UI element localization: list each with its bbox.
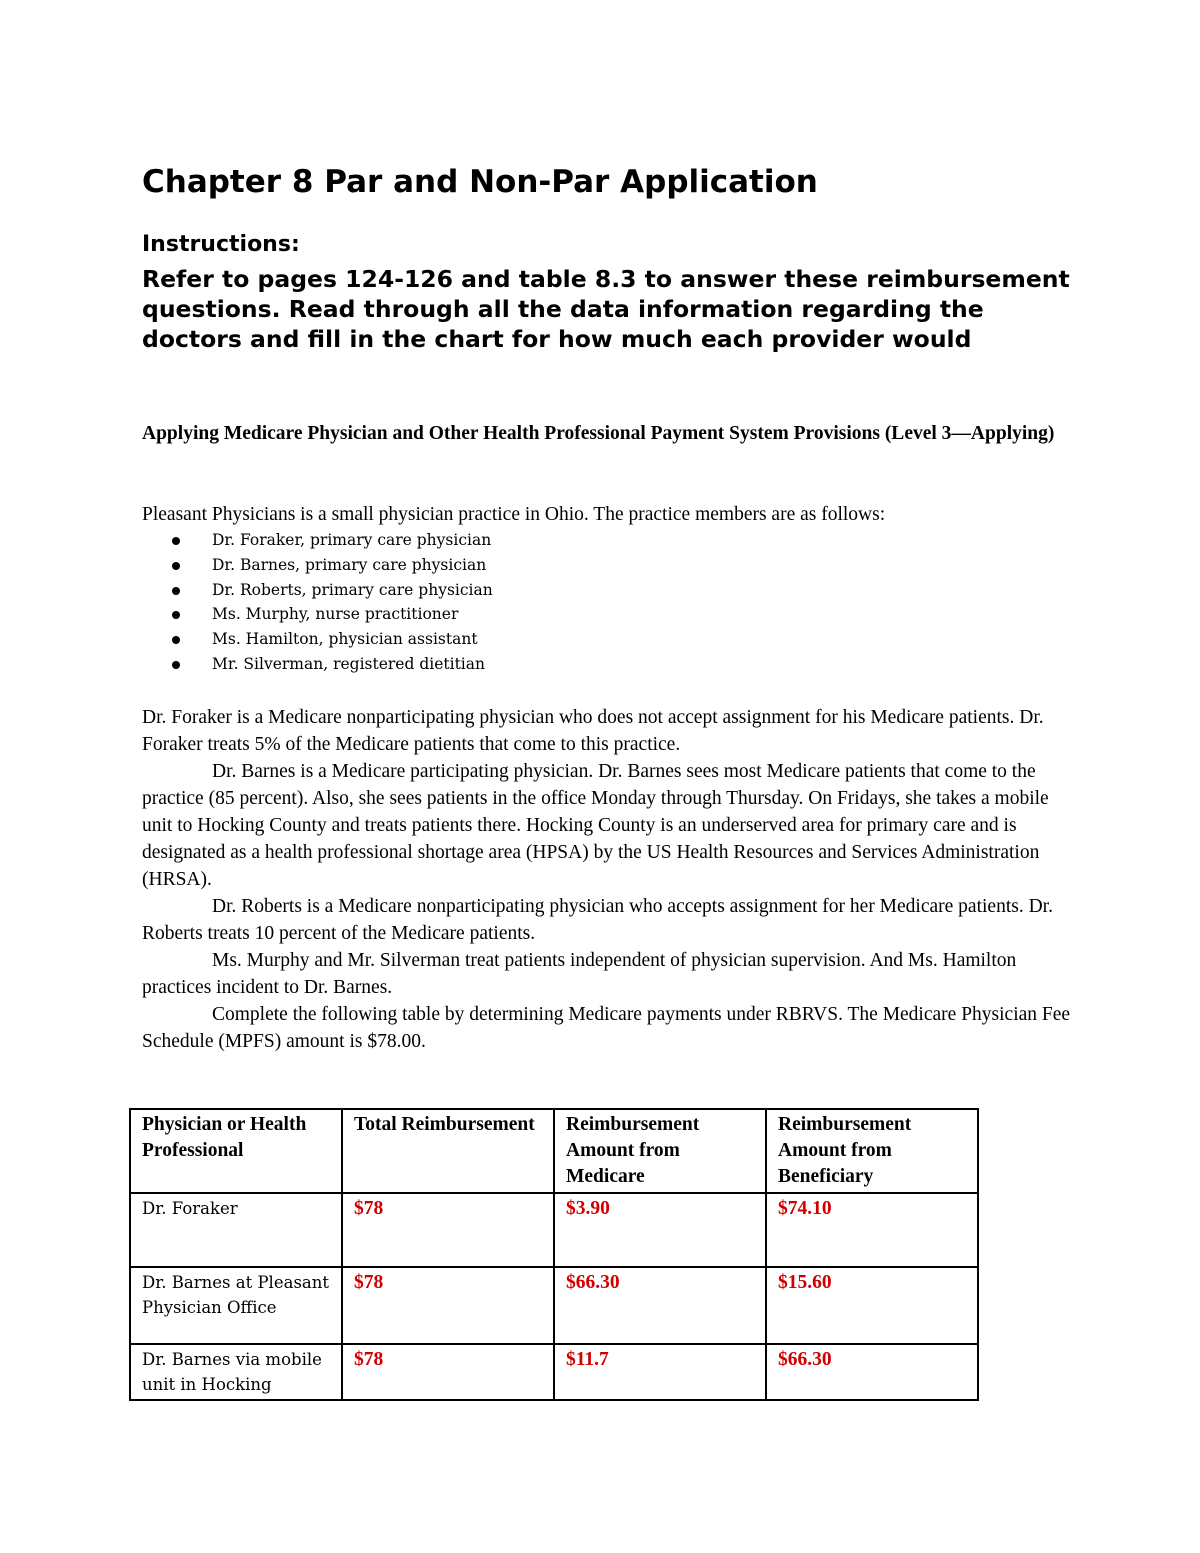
medicare-amount-cell: $66.30 [554, 1267, 766, 1344]
bullet-icon [172, 611, 180, 619]
list-item [172, 627, 772, 652]
reimbursement-table [129, 1108, 979, 1401]
list-item [172, 578, 772, 603]
section-heading: Applying Medicare Physician and Other Health Professional Payment System Provisions (Level 3—Applying) [142, 423, 1055, 444]
beneficiary-amount-cell: $74.10 [766, 1193, 978, 1267]
total-reimbursement-cell: $78 [342, 1267, 554, 1344]
header-beneficiary-amount: Reimbursement Amount from Beneficiary [766, 1109, 978, 1193]
header-total-reimbursement: Total Reimbursement [342, 1109, 554, 1193]
total-reimbursement-cell: $78 [342, 1344, 554, 1400]
member-label: Dr. Foraker, primary care physician [212, 531, 492, 549]
table-row [130, 1193, 978, 1267]
document-title: Chapter 8 Par and Non-Par Application [142, 164, 818, 200]
header-medicare-amount: Reimbursement Amount from Medicare [554, 1109, 766, 1193]
bullet-icon [172, 636, 180, 644]
provider-cell: Dr. Barnes via mobile unit in Hocking [130, 1344, 342, 1400]
paragraph-barnes: Dr. Barnes is a Medicare participating physician. Dr. Barnes sees most Medicare patients that come to the practice (85 percent). Also, she sees patients in the office Monday through Thursday. On Fridays, she takes a mobile unit to Hocking County and treats patients there. Hocking County is an underserved area for primary care and is designated as a health professional shortage area (HPSA) by the US Health Resources and Services Administration (HRSA). [142, 761, 1049, 890]
instructions-text: Refer to pages 124-126 and table 8.3 to answer these reimbursement questions. Read through all the data information regarding the doctors and fill in the chart for how much each provider would [142, 265, 1070, 353]
narrative-text [142, 704, 1072, 1055]
bullet-icon [172, 587, 180, 595]
member-label: Ms. Hamilton, physician assistant [212, 630, 478, 649]
table-row [130, 1344, 978, 1400]
paragraph-murphy-silverman-hamilton: Ms. Murphy and Mr. Silverman treat patients independent of physician supervision. And Ms. Hamilton practices incident to Dr. Barnes. [142, 950, 1017, 998]
bullet-icon [172, 661, 180, 669]
practice-members-list [172, 528, 772, 677]
intro-paragraph: Pleasant Physicians is a small physician practice in Ohio. The practice members are as follows: [142, 504, 886, 525]
paragraph-roberts: Dr. Roberts is a Medicare nonparticipating physician who accepts assignment for her Medicare patients. Dr. Roberts treats 10 percent of the Medicare patients. [142, 896, 1053, 944]
table-header-row [130, 1109, 978, 1193]
medicare-amount-cell: $11.7 [554, 1344, 766, 1400]
provider-cell: Dr. Barnes at Pleasant Physician Office [130, 1267, 342, 1344]
header-provider: Physician or Health Professional [130, 1109, 342, 1193]
member-label: Ms. Murphy, nurse practitioner [212, 605, 459, 624]
member-label: Mr. Silverman, registered dietitian [212, 654, 485, 673]
member-label: Dr. Barnes, primary care physician [212, 555, 487, 574]
list-item [172, 553, 772, 578]
provider-cell: Dr. Foraker [130, 1193, 342, 1267]
beneficiary-amount-cell: $66.30 [766, 1344, 978, 1400]
total-reimbursement-cell: $78 [342, 1193, 554, 1267]
list-item [172, 528, 772, 553]
bullet-icon [172, 537, 180, 545]
list-item [172, 652, 772, 677]
table-row [130, 1267, 978, 1344]
instructions-label: Instructions: [142, 232, 300, 257]
member-label: Dr. Roberts, primary care physician [212, 580, 493, 599]
paragraph-table-instructions: Complete the following table by determining Medicare payments under RBRVS. The Medicare Physician Fee Schedule (MPFS) amount is $78.00. [142, 1004, 1071, 1052]
beneficiary-amount-cell: $15.60 [766, 1267, 978, 1344]
bullet-icon [172, 562, 180, 570]
medicare-amount-cell: $3.90 [554, 1193, 766, 1267]
list-item [172, 602, 772, 627]
paragraph-foraker: Dr. Foraker is a Medicare nonparticipating physician who does not accept assignment for his Medicare patients. Dr. Foraker treats 5% of the Medicare patients that come to this practice. [142, 707, 1044, 755]
